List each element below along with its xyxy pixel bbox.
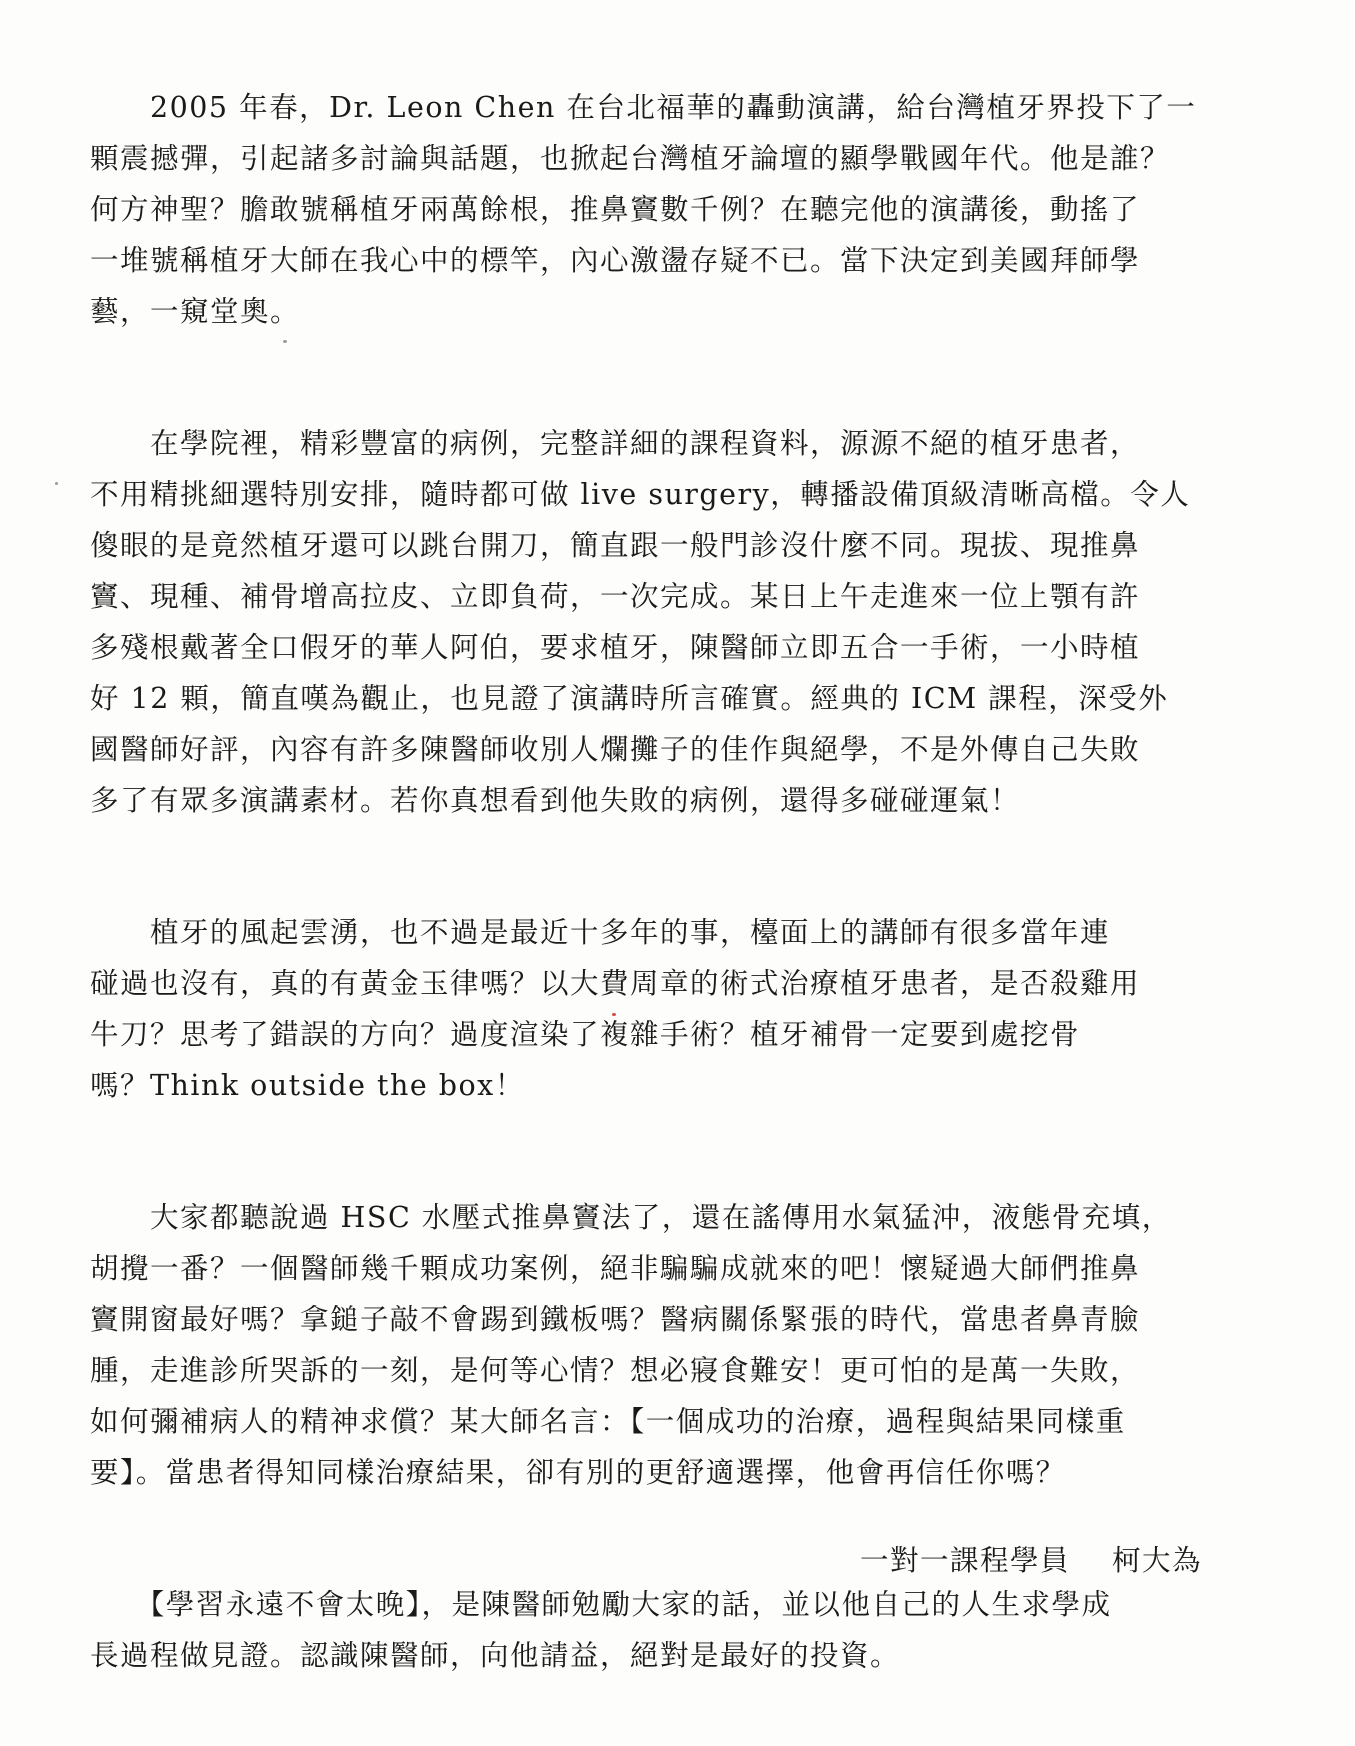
text-line: 如何彌補病人的精神求償？某大師名言：【一個成功的治療，過程與結果同樣重 [90,1405,1126,1438]
paragraph-5 [90,1579,1240,1681]
paragraph-2 [90,418,1240,826]
text-line: 植牙的風起雲湧，也不過是最近十多年的事，檯面上的講師有很多當年連 [90,916,1111,949]
text-line: 胡攪一番？一個醫師幾千顆成功案例，絕非騙騙成就來的吧！懷疑過大師們推鼻 [90,1252,1141,1285]
paragraph-1 [90,82,1240,337]
text-line: 藝，一窺堂奧。 [90,295,301,328]
text-line: 在學院裡，精彩豐富的病例，完整詳細的課程資料，源源不絕的植牙患者， [90,427,1141,460]
signature-name: 柯大為 [1112,1544,1203,1577]
text-line: 好 12 顆，簡直嘆為觀止，也見證了演講時所言確實。經典的 ICM 課程，深受外 [90,682,1169,715]
paragraph-4 [90,1192,1240,1498]
text-line: 傻眼的是竟然植牙還可以跳台開刀，簡直跟一般門診沒什麼不同。現拔、現推鼻 [90,529,1141,562]
text-line: 竇、現種、補骨增高拉皮、立即負荷，一次完成。某日上午走進來一位上顎有許 [90,580,1141,613]
text-line: 大家都聽說過 HSC 水壓式推鼻竇法了，還在謠傳用水氣猛沖，液態骨充填， [90,1201,1172,1234]
letter-body [90,82,1240,1681]
text-line: 多殘根戴著全口假牙的華人阿伯，要求植牙，陳醫師立即五合一手術，一小時植 [90,631,1141,664]
signature-role: 一對一課程學員 [860,1544,1071,1577]
paragraph-3 [90,907,1240,1111]
text-line: 嗎？Think outside the box！ [90,1069,525,1102]
text-line: 腫，走進診所哭訴的一刻，是何等心情？想必寢食難安！更可怕的是萬一失敗， [90,1354,1141,1387]
text-line: 牛刀？思考了錯誤的方向？過度渲染了複雜手術？植牙補骨一定要到處挖骨 [90,1018,1081,1051]
signature-line [860,1535,1250,1586]
text-line: 多了有眾多演講素材。若你真想看到他失敗的病例，還得多碰碰運氣！ [90,784,1021,817]
text-line: 何方神聖？膽敢號稱植牙兩萬餘根，推鼻竇數千例？在聽完他的演講後，動搖了 [90,193,1141,226]
text-line: 長過程做見證。認識陳醫師，向他請益，絕對是最好的投資。 [90,1639,901,1672]
text-line: 竇開窗最好嗎？拿鎚子敲不會踢到鐵板嗎？醫病關係緊張的時代，當患者鼻青臉 [90,1303,1141,1336]
text-line: 顆震撼彈，引起諸多討論與話題，也掀起台灣植牙論壇的顯學戰國年代。他是誰？ [90,142,1171,175]
text-line: 國醫師好評，內容有許多陳醫師收別人爛攤子的佳作與絕學，不是外傳自己失敗 [90,733,1141,766]
text-line: 一堆號稱植牙大師在我心中的標竿，內心激盪存疑不已。當下決定到美國拜師學 [90,244,1141,277]
scan-speck-grey [55,482,58,485]
text-line: 不用精挑細選特別安排，隨時都可做 live surgery，轉播設備頂級清晰高檔。令人 [90,478,1191,511]
text-line: 2005 年春，Dr. Leon Chen 在台北福華的轟動演講，給台灣植牙界投下了一 [90,91,1197,124]
scan-speck-red [612,1013,616,1016]
text-line: 要】。當患者得知同樣治療結果，卻有別的更舒適選擇，他會再信任你嗎？ [90,1456,1066,1489]
text-line: 碰過也沒有，真的有黃金玉律嗎？以大費周章的術式治療植牙患者，是否殺雞用 [90,967,1141,1000]
scan-speck-grey [283,340,287,343]
text-line: 【學習永遠不會太晚】，是陳醫師勉勵大家的話，並以他自己的人生求學成 [90,1588,1112,1621]
